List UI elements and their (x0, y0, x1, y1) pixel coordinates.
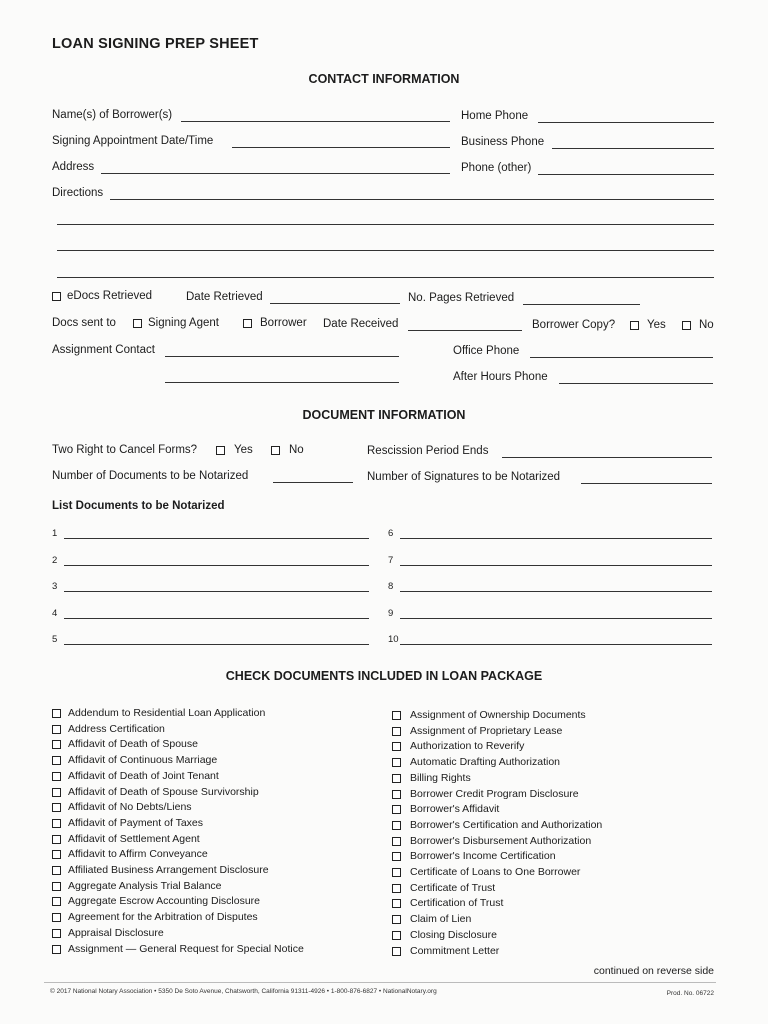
checklist-item-label: Affidavit of Payment of Taxes (68, 816, 204, 829)
checklist-checkbox[interactable] (52, 772, 61, 781)
document-entry-field[interactable] (64, 644, 369, 645)
business-phone-field[interactable] (552, 148, 714, 149)
address-field[interactable] (101, 173, 450, 174)
checklist-checkbox[interactable] (392, 727, 401, 736)
checklist-item-label: Borrower's Affidavit (410, 803, 500, 816)
checklist-item-label: Certification of Trust (410, 897, 504, 910)
office-phone-label: Office Phone (453, 345, 520, 357)
checklist-checkbox[interactable] (52, 882, 61, 891)
date-received-field[interactable] (408, 330, 522, 331)
phone-other-label: Phone (other) (461, 162, 532, 174)
directions-field[interactable] (110, 199, 714, 200)
checklist-item-label: Affidavit of No Debts/Liens (68, 801, 192, 814)
date-received-label: Date Received (323, 318, 399, 330)
docs-sent-to-label: Docs sent to (52, 317, 116, 329)
checklist-item-label: Affidavit of Death of Spouse (68, 738, 198, 751)
checklist-checkbox[interactable] (392, 821, 401, 830)
checklist-checkbox[interactable] (392, 868, 401, 877)
document-entry-field[interactable] (64, 565, 369, 566)
checklist-item-label: Aggregate Escrow Accounting Disclosure (68, 895, 261, 908)
rescission-ends-label: Rescission Period Ends (367, 445, 489, 457)
borrower-copy-yes-label: Yes (647, 319, 666, 331)
checklist-item-label: Certificate of Loans to One Borrower (410, 866, 581, 878)
checklist-item-label: Aggregate Analysis Trial Balance (68, 879, 222, 892)
right-to-cancel-no-label: No (289, 444, 304, 456)
checklist-item-label: Commitment Letter (410, 944, 500, 957)
checklist-item-label: Assignment of Proprietary Lease (410, 724, 563, 737)
document-number: 9 (388, 607, 394, 619)
checklist-checkbox[interactable] (392, 790, 401, 799)
assignment-contact-field-2[interactable] (165, 382, 399, 383)
continued-note: continued on reverse side (593, 965, 714, 977)
page-title: LOAN SIGNING PREP SHEET (52, 36, 259, 52)
right-to-cancel-label: Two Right to Cancel Forms? (52, 444, 198, 456)
footer-rule (44, 982, 716, 983)
business-phone-label: Business Phone (461, 136, 545, 148)
borrower-copy-no-checkbox[interactable] (682, 321, 691, 330)
borrower-copy-yes-checkbox[interactable] (630, 321, 639, 330)
date-retrieved-label: Date Retrieved (186, 291, 263, 303)
directions-line-3[interactable] (57, 250, 714, 251)
address-label: Address (52, 161, 95, 173)
rescission-ends-field[interactable] (502, 457, 712, 458)
after-hours-phone-label: After Hours Phone (453, 371, 548, 383)
checklist-item-label: Affidavit of Continuous Marriage (68, 754, 218, 767)
document-number: 6 (388, 528, 394, 539)
office-phone-field[interactable] (530, 357, 713, 358)
borrower-names-label: Name(s) of Borrower(s) (52, 109, 173, 121)
num-documents-field[interactable] (273, 482, 353, 483)
checklist-checkbox[interactable] (52, 929, 61, 938)
right-to-cancel-no-checkbox[interactable] (271, 446, 280, 455)
checklist-checkbox[interactable] (52, 850, 61, 859)
checklist-item-label: Address Certification (68, 722, 165, 735)
checklist-checkbox[interactable] (52, 819, 61, 828)
footer-copyright: © 2017 National Notary Association • 5350 De Soto Avenue, Chatsworth, California 91311-4926 • 1-800-876-6827 • NationalNotary.org (50, 988, 437, 995)
document-number: 3 (52, 581, 58, 592)
checklist-item-label: Agreement for the Arbitration of Disputes (68, 911, 258, 924)
checklist-checkbox[interactable] (392, 884, 401, 893)
checklist-item-label: Billing Rights (410, 771, 471, 784)
checklist-section-heading: CHECK DOCUMENTS INCLUDED IN LOAN PACKAGE (225, 669, 543, 683)
signing-agent-checkbox[interactable] (133, 319, 142, 328)
checklist-item-label: Borrower's Income Certification (410, 850, 556, 863)
checklist-checkbox[interactable] (392, 852, 401, 861)
borrower-copy-label: Borrower Copy? (532, 319, 616, 331)
num-signatures-label: Number of Signatures to be Notarized (367, 471, 561, 483)
checklist-item-label: Affidavit of Settlement Agent (68, 832, 200, 845)
pages-retrieved-label: No. Pages Retrieved (408, 292, 515, 304)
checklist-checkbox[interactable] (52, 835, 61, 844)
checklist-checkbox[interactable] (392, 774, 401, 783)
borrower-names-field[interactable] (181, 121, 450, 122)
checklist-checkbox[interactable] (52, 913, 61, 922)
document-number: 1 (52, 528, 58, 539)
num-documents-label: Number of Documents to be Notarized (52, 470, 249, 482)
appointment-field[interactable] (232, 147, 450, 148)
borrower-checkbox[interactable] (243, 319, 252, 328)
checklist-item-label: Borrower's Disbursement Authorization (410, 834, 592, 847)
borrower-label: Borrower (260, 317, 307, 329)
checklist-item-label: Claim of Lien (410, 913, 472, 926)
num-signatures-field[interactable] (581, 483, 712, 484)
document-number: 2 (52, 554, 58, 566)
document-entry-field[interactable] (64, 538, 369, 539)
checklist-item-label: Appraisal Disclosure (68, 926, 164, 939)
checklist-item-label: Addendum to Residential Loan Application (68, 707, 266, 719)
document-entry-field[interactable] (400, 565, 712, 566)
edocs-checkbox[interactable] (52, 292, 61, 301)
footer-prod-number: Prod. No. 06722 (666, 990, 714, 997)
checklist-item-label: Affidavit of Death of Spouse Survivorship (68, 785, 259, 798)
checklist-checkbox[interactable] (392, 931, 401, 940)
document-entry-field[interactable] (400, 618, 712, 619)
checklist-item-label: Affiliated Business Arrangement Disclosure (68, 864, 269, 876)
checklist-checkbox[interactable] (52, 803, 61, 812)
home-phone-label: Home Phone (461, 110, 529, 122)
document-entry-field[interactable] (64, 591, 369, 592)
checklist-item-label: Assignment — General Request for Special Notice (68, 942, 304, 955)
checklist-checkbox[interactable] (392, 899, 401, 908)
appointment-label: Signing Appointment Date/Time (52, 135, 214, 147)
checklist-checkbox[interactable] (392, 915, 401, 924)
checklist-checkbox[interactable] (52, 725, 61, 734)
document-number: 8 (388, 581, 394, 592)
document-number: 4 (52, 607, 58, 619)
document-section-heading: DOCUMENT INFORMATION (302, 408, 466, 422)
document-entry-field[interactable] (400, 644, 712, 645)
checklist-checkbox[interactable] (392, 758, 401, 767)
checklist-checkbox[interactable] (52, 897, 61, 906)
checklist-checkbox[interactable] (392, 805, 401, 814)
document-number: 5 (52, 634, 58, 645)
right-to-cancel-yes-label: Yes (234, 444, 253, 456)
assignment-contact-field[interactable] (165, 356, 399, 357)
checklist-checkbox[interactable] (392, 837, 401, 846)
directions-label: Directions (52, 187, 104, 199)
checklist-checkbox[interactable] (392, 947, 401, 956)
checklist-checkbox[interactable] (52, 740, 61, 749)
directions-line-2[interactable] (57, 224, 714, 225)
signing-agent-label: Signing Agent (148, 317, 219, 329)
checklist-item-label: Certificate of Trust (410, 881, 496, 894)
checklist-item-label: Borrower Credit Program Disclosure (410, 787, 579, 800)
checklist-checkbox[interactable] (392, 742, 401, 751)
list-documents-heading: List Documents to be Notarized (52, 500, 225, 512)
contact-section-heading: CONTACT INFORMATION (308, 72, 460, 86)
after-hours-phone-field[interactable] (559, 383, 713, 384)
document-entry-field[interactable] (64, 618, 369, 619)
directions-line-4[interactable] (57, 277, 714, 278)
assignment-contact-label: Assignment Contact (52, 344, 155, 356)
checklist-item-label: Automatic Drafting Authorization (410, 756, 560, 769)
right-to-cancel-yes-checkbox[interactable] (216, 446, 225, 455)
pages-retrieved-field[interactable] (523, 304, 640, 305)
date-retrieved-field[interactable] (270, 303, 400, 304)
checklist-checkbox[interactable] (52, 945, 61, 954)
checklist-checkbox[interactable] (392, 711, 401, 720)
edocs-label: eDocs Retrieved (67, 290, 153, 302)
checklist-item-label: Affidavit to Affirm Conveyance (68, 848, 208, 861)
checklist-checkbox[interactable] (52, 709, 61, 718)
checklist-item-label: Borrower's Certification and Authorization (410, 818, 603, 831)
checklist-checkbox[interactable] (52, 866, 61, 875)
checklist-item-label: Authorization to Reverify (410, 740, 525, 753)
checklist-item-label: Assignment of Ownership Documents (410, 709, 586, 721)
home-phone-field[interactable] (538, 122, 714, 123)
document-entry-field[interactable] (400, 591, 712, 592)
document-entry-field[interactable] (400, 538, 712, 539)
checklist-checkbox[interactable] (52, 788, 61, 797)
checklist-item-label: Closing Disclosure (410, 928, 497, 941)
document-number: 10 (388, 634, 399, 645)
checklist-item-label: Affidavit of Death of Joint Tenant (68, 769, 219, 782)
phone-other-field[interactable] (538, 174, 714, 175)
borrower-copy-no-label: No (699, 319, 714, 331)
document-number: 7 (388, 554, 394, 566)
checklist-checkbox[interactable] (52, 756, 61, 765)
